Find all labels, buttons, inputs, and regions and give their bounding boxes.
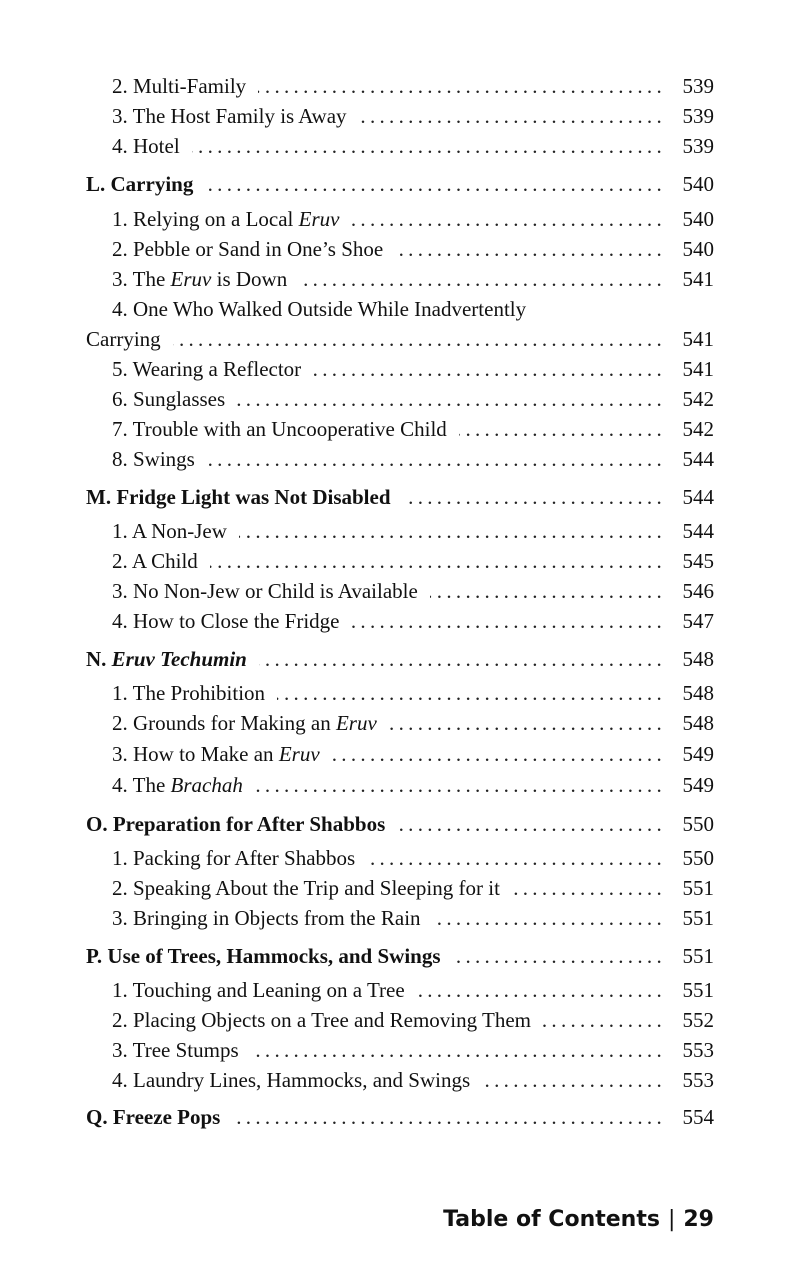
section-title: L. Carrying [86, 172, 194, 196]
dot-leader [232, 1103, 666, 1131]
dot-leader [255, 771, 666, 799]
toc-page-number: 553 [682, 1068, 714, 1092]
toc-page-number: 553 [682, 1038, 714, 1062]
toc-entry [0, 1066, 800, 1096]
dot-leader [351, 607, 666, 635]
toc-label: 1. A Non-Jew [112, 519, 227, 543]
toc-label: 1. Packing for After Shabbos [112, 846, 356, 870]
toc-label: 3. Bringing in Objects from the Rain [112, 906, 421, 930]
section-title: N. Eruv Techumin [86, 647, 247, 671]
toc-page-number: 541 [682, 267, 714, 291]
toc-page-number: 551 [682, 944, 714, 968]
toc-label: 4. The Brachah [112, 773, 243, 797]
toc-label: 4. One Who Walked Outside While Inadvertently [112, 297, 527, 321]
toc-page-number: 539 [682, 134, 714, 158]
dot-leader [210, 547, 666, 575]
toc-page-number: 549 [682, 742, 714, 766]
toc-label: 3. The Eruv is Down [112, 267, 288, 291]
toc-page-number: 544 [682, 447, 714, 471]
dot-leader [299, 265, 666, 293]
toc-entry [0, 771, 800, 801]
toc-label: 4. How to Close the Fridge [112, 609, 340, 633]
toc-entry [0, 265, 800, 295]
toc-section-heading [0, 645, 800, 675]
toc-page-number: 541 [682, 357, 714, 381]
toc-page-number: 549 [682, 773, 714, 797]
dot-leader [207, 445, 666, 473]
toc-entry [0, 355, 800, 385]
toc-page-number: 541 [682, 327, 714, 351]
dot-leader [512, 874, 666, 902]
dot-leader [459, 415, 666, 443]
section-title: Q. Freeze Pops [86, 1105, 221, 1129]
toc-section-heading [0, 483, 800, 513]
toc-label: 3. How to Make an Eruv [112, 742, 320, 766]
toc-page-number: 544 [682, 485, 714, 509]
dot-leader [351, 205, 666, 233]
toc-label: 4. Laundry Lines, Hammocks, and Swings [112, 1068, 471, 1092]
toc-page-number: 539 [682, 104, 714, 128]
toc-entry [0, 517, 800, 547]
toc-label: 6. Sunglasses [112, 387, 226, 411]
toc-entry-wrapped-second-line [0, 325, 800, 355]
toc-entry [0, 679, 800, 709]
toc-page-number: 540 [682, 237, 714, 261]
dot-leader [433, 904, 666, 932]
dot-leader [205, 170, 666, 198]
toc-page-number: 542 [682, 387, 714, 411]
toc-page-number: 551 [682, 978, 714, 1002]
dot-leader [367, 844, 666, 872]
toc-entry [0, 205, 800, 235]
toc-label: 1. Touching and Leaning on a Tree [112, 978, 405, 1002]
footer-separator: | [667, 1207, 676, 1232]
dot-leader [417, 976, 666, 1004]
dot-leader [403, 483, 667, 511]
toc-page-number: 551 [682, 876, 714, 900]
toc-entry [0, 235, 800, 265]
dot-leader [543, 1006, 666, 1034]
toc-label: 2. A Child [112, 549, 198, 573]
toc-entry [0, 1036, 800, 1066]
toc-page-number: 550 [682, 846, 714, 870]
toc-entry [0, 874, 800, 904]
section-title: O. Preparation for After Shabbos [86, 812, 386, 836]
toc-page-number: 548 [682, 711, 714, 735]
toc-entry [0, 1006, 800, 1036]
toc-label: 2. Speaking About the Trip and Sleeping for it [112, 876, 500, 900]
toc-page-number: 548 [682, 681, 714, 705]
dot-leader [277, 679, 666, 707]
toc-entry [0, 844, 800, 874]
section-title: P. Use of Trees, Hammocks, and Swings [86, 944, 441, 968]
dot-leader [395, 235, 666, 263]
toc-page-number: 546 [682, 579, 714, 603]
dot-leader [239, 517, 666, 545]
dot-leader [332, 740, 666, 768]
dot-leader [192, 132, 666, 160]
toc-page-number: 540 [682, 172, 714, 196]
toc-entry [0, 577, 800, 607]
toc-label: 2. Placing Objects on a Tree and Removing Them [112, 1008, 531, 1032]
toc-entry [0, 709, 800, 739]
toc-page-number: 548 [682, 647, 714, 671]
toc-label: 3. The Host Family is Away [112, 104, 347, 128]
dot-leader [258, 72, 666, 100]
toc-page-number: 539 [682, 74, 714, 98]
dot-leader [313, 355, 666, 383]
toc-section-heading [0, 942, 800, 972]
dot-leader [389, 709, 666, 737]
dot-leader [259, 645, 666, 673]
toc-entry [0, 547, 800, 577]
toc-page-number: 544 [682, 519, 714, 543]
toc-page-number: 550 [682, 812, 714, 836]
toc-page-number: 540 [682, 207, 714, 231]
toc-entry [0, 102, 800, 132]
toc-label: 2. Multi-Family [112, 74, 247, 98]
toc-label: 3. No Non-Jew or Child is Available [112, 579, 418, 603]
dot-leader [173, 325, 666, 353]
toc-label: Carrying [86, 327, 161, 351]
toc-label: 2. Grounds for Making an Eruv [112, 711, 377, 735]
toc-entry [0, 740, 800, 770]
toc-label: 5. Wearing a Reflector [112, 357, 302, 381]
toc-entry [0, 904, 800, 934]
running-footer [443, 1206, 714, 1234]
dot-leader [482, 1066, 666, 1094]
toc-label: 8. Swings [112, 447, 195, 471]
dot-leader [453, 942, 666, 970]
toc-label: 1. Relying on a Local Eruv [112, 207, 340, 231]
toc-entry-wrapped-first-line [0, 295, 800, 325]
toc-page-number: 547 [682, 609, 714, 633]
toc-page-number: 552 [682, 1008, 714, 1032]
dot-leader [359, 102, 666, 130]
toc-label: 4. Hotel [112, 134, 180, 158]
section-title: M. Fridge Light was Not Disabled [86, 485, 391, 509]
toc-entry [0, 385, 800, 415]
toc-section-heading [0, 170, 800, 200]
toc-section-heading [0, 810, 800, 840]
toc-page-number: 542 [682, 417, 714, 441]
dot-leader [237, 385, 666, 413]
toc-label: 2. Pebble or Sand in One’s Shoe [112, 237, 384, 261]
toc-page-number: 545 [682, 549, 714, 573]
dot-leader [430, 577, 666, 605]
footer-page-number: 29 [683, 1207, 714, 1232]
dot-leader [251, 1036, 666, 1064]
toc-page-number: 551 [682, 906, 714, 930]
toc-page-number: 554 [682, 1105, 714, 1129]
toc-label: 1. The Prohibition [112, 681, 266, 705]
toc-entry [0, 445, 800, 475]
toc-entry [0, 72, 800, 102]
toc-label: 7. Trouble with an Uncooperative Child [112, 417, 447, 441]
toc-entry [0, 132, 800, 162]
toc-entry [0, 607, 800, 637]
toc-section-heading [0, 1103, 800, 1133]
toc-entry [0, 976, 800, 1006]
toc-entry [0, 415, 800, 445]
toc-label: 3. Tree Stumps [112, 1038, 239, 1062]
footer-title: Table of Contents [443, 1207, 660, 1232]
dot-leader [397, 810, 666, 838]
